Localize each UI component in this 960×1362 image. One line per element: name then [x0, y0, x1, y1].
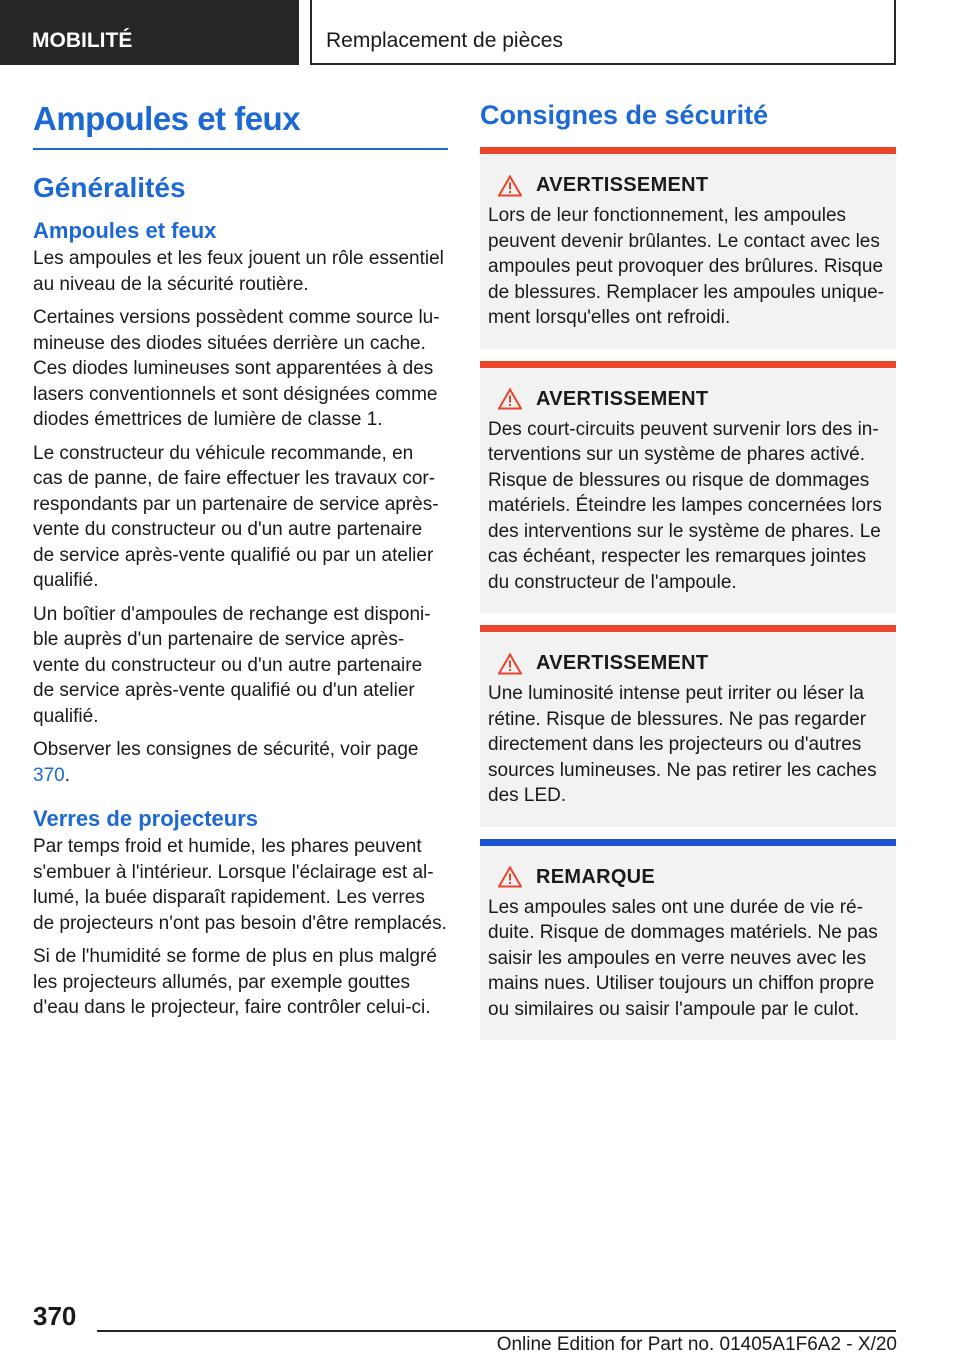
warning-text: Des court-circuits peuvent survenir lors des interventions sur un système de phares activé. Risque de blessures ou risque de dommages matériels. Éteindre les lampes concernées lors des interventions sur le système de phares. Le cas échéant, respecter les remarques jointes du constructeur de l'ampoule.: [488, 418, 882, 593]
paragraph-5-end: .: [64, 764, 70, 786]
warning-label: AVERTISSEMENT: [536, 174, 709, 196]
warning-triangle-icon: [498, 175, 522, 197]
page-reference-link[interactable]: 370: [33, 764, 65, 786]
safety-section-title: Consignes de sécurité: [480, 100, 769, 130]
warning-label: AVERTISSEMENT: [536, 652, 709, 674]
warning-triangle-icon: [498, 653, 522, 675]
page-number: 370: [33, 1301, 77, 1331]
remark-header: [498, 866, 888, 889]
footer-edition: Online Edition for Part no. 01405A1F6A2 - X/20: [496, 1334, 897, 1355]
warning-box: [480, 361, 896, 614]
paragraph-2: Certaines versions possèdent comme source lumineuse des diodes situées derrière un cache. Ces diodes lumineuses sont apparentées à des lasers conventionnels et sont désignées comme diodes émettrices de lumière de classe 1.: [33, 307, 440, 430]
paragraph-6: Par temps froid et humide, les phares peuvent s'embuer à l'intérieur. Lorsque l'éclairage est allumé, la buée disparaît rapidement. Les verres de projecteurs n'ont pas besoin d'être remplacés.: [33, 836, 447, 934]
paragraph-1: Les ampoules et les feux jouent un rôle essentiel au niveau de la sécurité routière.: [33, 248, 444, 295]
warning-text: Une luminosité intense peut irriter ou léser la rétine. Risque de blessures. Ne pas regarder directement dans les projecteurs ou d'autres sources lumineuses. Ne pas retirer les caches des LED.: [488, 683, 877, 806]
subsection-title-verres: Verres de projecteurs: [33, 806, 259, 831]
warning-text: Lors de leur fonctionnement, les ampoules peuvent devenir brûlantes. Le contact avec les ampoules peut provoquer des brûlures. Risque de blessures. Remplacer les ampoules uniquement lorsqu'elles ont refroidi.: [488, 205, 885, 328]
left-column: [33, 100, 448, 1029]
warning-label: AVERTISSEMENT: [536, 387, 709, 410]
warning-box: [480, 625, 896, 827]
warning-triangle-icon: [498, 388, 522, 410]
right-column: [480, 100, 896, 1052]
footer-divider: [97, 1330, 896, 1332]
warning-box: [480, 147, 896, 349]
section-title-generalites: Généralités: [33, 172, 186, 203]
page-title: Ampoules et feux: [33, 100, 448, 150]
paragraph-4: Un boîtier d'ampoules de rechange est disponible auprès d'un partenaire de service après-vente du constructeur ou d'un autre partenaire de service après-vente qualifié ou d'un atelier qualifié.: [33, 603, 431, 727]
header-section: MOBILITÉ: [0, 0, 299, 65]
remark-box: [480, 839, 896, 1041]
subsection-title-ampoules: Ampoules et feux: [33, 218, 217, 243]
warning-header: [498, 388, 888, 411]
header-chapter: Remplacement de pièces: [310, 0, 896, 65]
paragraph-3: Le constructeur du véhicule recommande, en cas de panne, de faire effectuer les travaux correspondants par un partenaire de service après-vente du constructeur ou d'un autre partenaire de service après-vente qualifié ou par un atelier qualifié.: [33, 442, 439, 591]
remark-text: Les ampoules sales ont une durée de vie réduite. Risque de dommages matériels. Ne pas saisir les ampoules en verre neuves avec les mains nues. Utiliser toujours un chiffon propre ou similaires ou saisir l'ampoule par le culot.: [488, 896, 878, 1020]
warning-header: [498, 174, 888, 197]
paragraph-5-text: Observer les consignes de sécurité, voir page: [33, 739, 419, 760]
remark-label: REMARQUE: [536, 865, 656, 888]
paragraph-5: [33, 737, 448, 788]
paragraph-7: Si de l'humidité se forme de plus en plus malgré les projecteurs allumés, par exemple gouttes d'eau dans le projecteur, faire contrôler celui-ci.: [33, 946, 437, 1018]
warning-header: [498, 652, 888, 675]
warning-triangle-icon: [498, 866, 522, 888]
